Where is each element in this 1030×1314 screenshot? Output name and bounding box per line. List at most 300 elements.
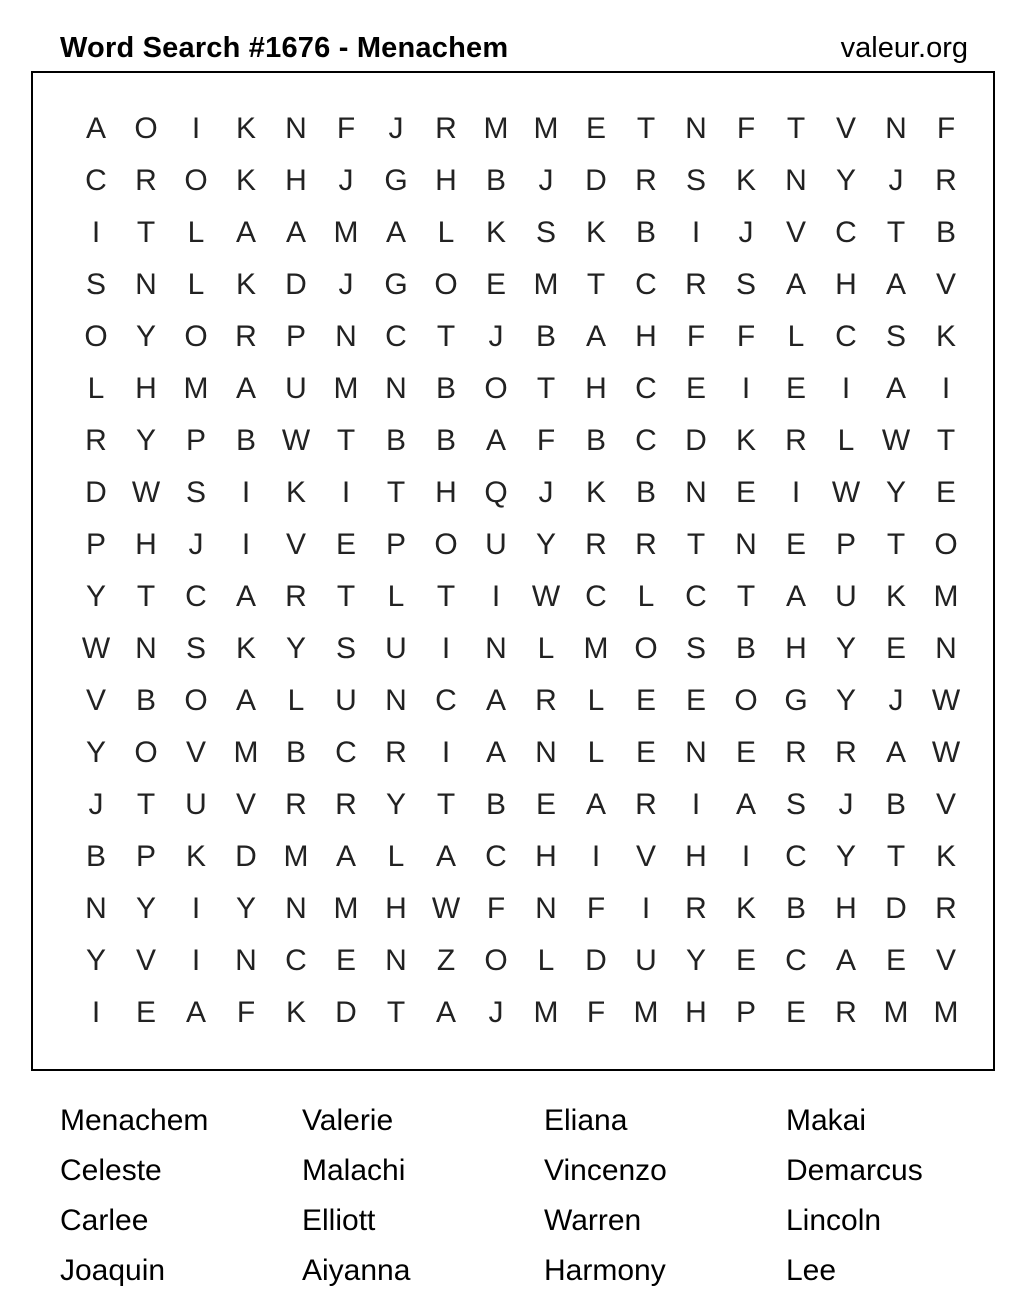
grid-letter[interactable]: A (385, 216, 406, 249)
grid-letter[interactable]: T (586, 268, 606, 301)
grid-letter[interactable]: W (431, 892, 461, 925)
grid-letter[interactable]: L (587, 736, 605, 769)
grid-letter[interactable]: V (185, 736, 206, 769)
grid-letter[interactable]: E (635, 684, 656, 717)
grid-letter[interactable]: U (485, 528, 507, 561)
grid-letter[interactable]: T (136, 788, 156, 821)
grid-letter[interactable]: F (586, 996, 606, 1029)
grid-letter[interactable]: J (338, 268, 354, 301)
grid-letter[interactable]: G (384, 268, 408, 301)
grid-letter[interactable]: E (785, 372, 806, 405)
grid-letter[interactable]: A (235, 372, 256, 405)
grid-letter[interactable]: I (741, 372, 751, 405)
grid-letter[interactable]: A (485, 684, 506, 717)
grid-letter[interactable]: V (835, 112, 856, 145)
grid-letter[interactable]: R (835, 996, 857, 1029)
grid-letter[interactable]: K (285, 996, 306, 1029)
grid-letter[interactable]: D (885, 892, 907, 925)
grid-letter[interactable]: Y (835, 840, 856, 873)
grid-letter[interactable]: V (935, 944, 956, 977)
grid-letter[interactable]: F (236, 996, 256, 1029)
grid-letter[interactable]: R (935, 164, 957, 197)
grid-letter[interactable]: T (336, 424, 356, 457)
grid-letter[interactable]: E (885, 632, 906, 665)
grid-letter[interactable]: T (386, 996, 406, 1029)
grid-letter[interactable]: E (135, 996, 156, 1029)
grid-letter[interactable]: I (191, 944, 201, 977)
grid-letter[interactable]: U (835, 580, 857, 613)
grid-letter[interactable]: S (185, 476, 206, 509)
grid-letter[interactable]: B (135, 684, 156, 717)
grid-letter[interactable]: F (686, 320, 706, 353)
grid-letter[interactable]: N (285, 112, 307, 145)
grid-letter[interactable]: D (285, 268, 307, 301)
grid-letter[interactable]: Y (135, 892, 156, 925)
grid-letter[interactable]: E (885, 944, 906, 977)
grid-letter[interactable]: S (885, 320, 906, 353)
grid-letter[interactable]: T (536, 372, 556, 405)
grid-letter[interactable]: L (537, 944, 555, 977)
grid-letter[interactable]: D (85, 476, 107, 509)
grid-letter[interactable]: Y (385, 788, 406, 821)
grid-letter[interactable]: A (485, 736, 506, 769)
grid-letter[interactable]: O (134, 736, 158, 769)
grid-letter[interactable]: W (881, 424, 911, 457)
grid-letter[interactable]: F (736, 320, 756, 353)
grid-letter[interactable]: A (235, 216, 256, 249)
grid-letter[interactable]: N (735, 528, 757, 561)
grid-letter[interactable]: R (435, 112, 457, 145)
grid-letter[interactable]: J (738, 216, 754, 249)
grid-letter[interactable]: H (285, 164, 307, 197)
grid-letter[interactable]: B (635, 216, 656, 249)
grid-letter[interactable]: M (333, 216, 359, 249)
grid-letter[interactable]: C (435, 684, 457, 717)
grid-letter[interactable]: B (885, 788, 906, 821)
grid-letter[interactable]: C (385, 320, 407, 353)
grid-letter[interactable]: H (385, 892, 407, 925)
grid-letter[interactable]: Y (85, 944, 106, 977)
grid-letter[interactable]: E (735, 736, 756, 769)
grid-letter[interactable]: T (936, 424, 956, 457)
grid-letter[interactable]: P (135, 840, 156, 873)
grid-letter[interactable]: D (585, 944, 607, 977)
grid-letter[interactable]: R (335, 788, 357, 821)
grid-letter[interactable]: H (835, 268, 857, 301)
grid-letter[interactable]: Y (685, 944, 706, 977)
grid-letter[interactable]: N (335, 320, 357, 353)
grid-letter[interactable]: N (685, 476, 707, 509)
grid-letter[interactable]: E (685, 684, 706, 717)
grid-letter[interactable]: J (888, 164, 904, 197)
grid-letter[interactable]: S (335, 632, 356, 665)
grid-letter[interactable]: H (435, 164, 457, 197)
grid-letter[interactable]: P (735, 996, 756, 1029)
grid-letter[interactable]: T (886, 840, 906, 873)
grid-letter[interactable]: Y (535, 528, 556, 561)
grid-letter[interactable]: V (635, 840, 656, 873)
grid-letter[interactable]: Y (835, 164, 856, 197)
grid-letter[interactable]: W (281, 424, 311, 457)
grid-letter[interactable]: E (335, 528, 356, 561)
grid-letter[interactable]: A (585, 788, 606, 821)
grid-letter[interactable]: L (287, 684, 305, 717)
grid-letter[interactable]: R (935, 892, 957, 925)
grid-letter[interactable]: V (235, 788, 256, 821)
grid-letter[interactable]: N (935, 632, 957, 665)
grid-letter[interactable]: B (585, 424, 606, 457)
grid-letter[interactable]: S (85, 268, 106, 301)
grid-letter[interactable]: M (183, 372, 209, 405)
grid-letter[interactable]: R (635, 164, 657, 197)
grid-letter[interactable]: K (935, 320, 956, 353)
grid-letter[interactable]: J (538, 476, 554, 509)
grid-letter[interactable]: M (583, 632, 609, 665)
grid-letter[interactable]: A (885, 736, 906, 769)
grid-letter[interactable]: H (585, 372, 607, 405)
grid-letter[interactable]: J (538, 164, 554, 197)
grid-letter[interactable]: H (685, 996, 707, 1029)
grid-letter[interactable]: K (185, 840, 206, 873)
grid-letter[interactable]: B (435, 424, 456, 457)
grid-letter[interactable]: G (384, 164, 408, 197)
grid-letter[interactable]: N (235, 944, 257, 977)
grid-letter[interactable]: C (485, 840, 507, 873)
grid-letter[interactable]: Y (285, 632, 306, 665)
grid-letter[interactable]: Y (135, 320, 156, 353)
grid-letter[interactable]: I (941, 372, 951, 405)
grid-letter[interactable]: A (185, 996, 206, 1029)
grid-letter[interactable]: R (585, 528, 607, 561)
grid-letter[interactable]: F (736, 112, 756, 145)
grid-letter[interactable]: L (587, 684, 605, 717)
grid-letter[interactable]: C (335, 736, 357, 769)
grid-letter[interactable]: T (136, 216, 156, 249)
grid-letter[interactable]: L (537, 632, 555, 665)
grid-letter[interactable]: A (85, 112, 106, 145)
grid-letter[interactable]: L (387, 580, 405, 613)
grid-letter[interactable]: A (235, 580, 256, 613)
grid-letter[interactable]: W (131, 476, 161, 509)
grid-letter[interactable]: L (637, 580, 655, 613)
grid-letter[interactable]: N (685, 112, 707, 145)
grid-letter[interactable]: J (388, 112, 404, 145)
grid-letter[interactable]: C (785, 840, 807, 873)
grid-letter[interactable]: K (235, 112, 256, 145)
grid-letter[interactable]: H (135, 528, 157, 561)
grid-letter[interactable]: Y (135, 424, 156, 457)
grid-letter[interactable]: V (935, 788, 956, 821)
grid-letter[interactable]: C (585, 580, 607, 613)
grid-letter[interactable]: L (387, 840, 405, 873)
grid-letter[interactable]: S (785, 788, 806, 821)
grid-letter[interactable]: E (585, 112, 606, 145)
grid-letter[interactable]: B (435, 372, 456, 405)
grid-letter[interactable]: H (835, 892, 857, 925)
grid-letter[interactable]: A (785, 580, 806, 613)
grid-letter[interactable]: N (285, 892, 307, 925)
grid-letter[interactable]: H (435, 476, 457, 509)
grid-letter[interactable]: B (735, 632, 756, 665)
grid-letter[interactable]: E (785, 996, 806, 1029)
grid-letter[interactable]: F (536, 424, 556, 457)
grid-letter[interactable]: L (187, 216, 205, 249)
grid-letter[interactable]: K (585, 476, 606, 509)
grid-letter[interactable]: T (886, 528, 906, 561)
grid-letter[interactable]: R (285, 580, 307, 613)
grid-letter[interactable]: W (531, 580, 561, 613)
grid-letter[interactable]: V (85, 684, 106, 717)
grid-letter[interactable]: K (235, 268, 256, 301)
grid-letter[interactable]: O (184, 684, 208, 717)
grid-letter[interactable]: S (685, 632, 706, 665)
grid-letter[interactable]: H (135, 372, 157, 405)
grid-letter[interactable]: P (285, 320, 306, 353)
grid-letter[interactable]: C (835, 216, 857, 249)
grid-letter[interactable]: O (134, 112, 158, 145)
grid-letter[interactable]: H (635, 320, 657, 353)
grid-letter[interactable]: E (785, 528, 806, 561)
grid-letter[interactable]: N (385, 372, 407, 405)
grid-letter[interactable]: A (885, 372, 906, 405)
grid-letter[interactable]: T (136, 580, 156, 613)
grid-letter[interactable]: P (835, 528, 856, 561)
grid-letter[interactable]: R (285, 788, 307, 821)
grid-letter[interactable]: W (931, 684, 961, 717)
grid-letter[interactable]: I (691, 788, 701, 821)
grid-letter[interactable]: R (635, 528, 657, 561)
grid-letter[interactable]: I (441, 632, 451, 665)
grid-letter[interactable]: K (235, 164, 256, 197)
grid-letter[interactable]: V (785, 216, 806, 249)
grid-letter[interactable]: T (736, 580, 756, 613)
grid-letter[interactable]: K (735, 892, 756, 925)
grid-letter[interactable]: M (533, 268, 559, 301)
grid-letter[interactable]: M (533, 112, 559, 145)
grid-letter[interactable]: U (185, 788, 207, 821)
grid-letter[interactable]: A (885, 268, 906, 301)
grid-letter[interactable]: A (485, 424, 506, 457)
grid-letter[interactable]: A (585, 320, 606, 353)
grid-letter[interactable]: T (386, 476, 406, 509)
grid-letter[interactable]: R (235, 320, 257, 353)
grid-letter[interactable]: B (235, 424, 256, 457)
grid-letter[interactable]: P (185, 424, 206, 457)
grid-letter[interactable]: M (233, 736, 259, 769)
grid-letter[interactable]: U (285, 372, 307, 405)
grid-letter[interactable]: I (491, 580, 501, 613)
grid-letter[interactable]: N (135, 268, 157, 301)
grid-letter[interactable]: H (535, 840, 557, 873)
grid-letter[interactable]: K (585, 216, 606, 249)
grid-letter[interactable]: T (436, 320, 456, 353)
grid-letter[interactable]: V (135, 944, 156, 977)
grid-letter[interactable]: J (188, 528, 204, 561)
grid-letter[interactable]: I (191, 112, 201, 145)
grid-letter[interactable]: W (81, 632, 111, 665)
grid-letter[interactable]: P (385, 528, 406, 561)
grid-letter[interactable]: N (485, 632, 507, 665)
grid-letter[interactable]: J (838, 788, 854, 821)
grid-letter[interactable]: C (635, 268, 657, 301)
grid-letter[interactable]: C (285, 944, 307, 977)
grid-letter[interactable]: O (484, 372, 508, 405)
grid-letter[interactable]: R (385, 736, 407, 769)
grid-letter[interactable]: F (936, 112, 956, 145)
grid-letter[interactable]: M (333, 372, 359, 405)
grid-letter[interactable]: I (591, 840, 601, 873)
grid-letter[interactable]: L (187, 268, 205, 301)
grid-letter[interactable]: D (235, 840, 257, 873)
grid-letter[interactable]: P (85, 528, 106, 561)
grid-letter[interactable]: N (535, 736, 557, 769)
grid-letter[interactable]: D (585, 164, 607, 197)
grid-letter[interactable]: M (283, 840, 309, 873)
grid-letter[interactable]: M (333, 892, 359, 925)
grid-letter[interactable]: S (185, 632, 206, 665)
grid-letter[interactable]: R (685, 892, 707, 925)
grid-letter[interactable]: O (434, 268, 458, 301)
grid-letter[interactable]: C (785, 944, 807, 977)
grid-letter[interactable]: N (685, 736, 707, 769)
grid-letter[interactable]: O (434, 528, 458, 561)
grid-letter[interactable]: U (335, 684, 357, 717)
grid-letter[interactable]: J (88, 788, 104, 821)
grid-letter[interactable]: L (87, 372, 105, 405)
grid-letter[interactable]: A (285, 216, 306, 249)
grid-letter[interactable]: A (835, 944, 856, 977)
grid-letter[interactable]: N (85, 892, 107, 925)
grid-letter[interactable]: R (85, 424, 107, 457)
grid-letter[interactable]: K (235, 632, 256, 665)
grid-letter[interactable]: N (385, 944, 407, 977)
grid-letter[interactable]: Y (885, 476, 906, 509)
grid-letter[interactable]: G (784, 684, 808, 717)
grid-letter[interactable]: B (85, 840, 106, 873)
grid-letter[interactable]: R (785, 424, 807, 457)
grid-letter[interactable]: B (285, 736, 306, 769)
grid-letter[interactable]: C (685, 580, 707, 613)
grid-letter[interactable]: J (488, 996, 504, 1029)
grid-letter[interactable]: E (485, 268, 506, 301)
grid-letter[interactable]: M (933, 996, 959, 1029)
grid-letter[interactable]: F (336, 112, 356, 145)
grid-letter[interactable]: Z (436, 944, 456, 977)
grid-letter[interactable]: F (486, 892, 506, 925)
grid-letter[interactable]: K (735, 164, 756, 197)
grid-letter[interactable]: B (785, 892, 806, 925)
grid-letter[interactable]: C (185, 580, 207, 613)
grid-letter[interactable]: K (485, 216, 506, 249)
grid-letter[interactable]: V (285, 528, 306, 561)
grid-letter[interactable]: A (435, 840, 456, 873)
grid-letter[interactable]: K (885, 580, 906, 613)
grid-letter[interactable]: U (635, 944, 657, 977)
grid-letter[interactable]: N (135, 632, 157, 665)
grid-letter[interactable]: Y (85, 736, 106, 769)
grid-letter[interactable]: A (335, 840, 356, 873)
grid-letter[interactable]: T (636, 112, 656, 145)
grid-letter[interactable]: M (483, 112, 509, 145)
grid-letter[interactable]: H (685, 840, 707, 873)
grid-letter[interactable]: C (635, 424, 657, 457)
grid-letter[interactable]: L (787, 320, 805, 353)
grid-letter[interactable]: O (484, 944, 508, 977)
grid-letter[interactable]: Y (235, 892, 256, 925)
grid-letter[interactable]: I (241, 528, 251, 561)
grid-letter[interactable]: B (635, 476, 656, 509)
grid-letter[interactable]: E (935, 476, 956, 509)
grid-letter[interactable]: A (235, 684, 256, 717)
grid-letter[interactable]: J (888, 684, 904, 717)
grid-letter[interactable]: I (641, 892, 651, 925)
grid-letter[interactable]: O (634, 632, 658, 665)
grid-letter[interactable]: V (935, 268, 956, 301)
grid-letter[interactable]: B (485, 164, 506, 197)
grid-letter[interactable]: N (885, 112, 907, 145)
grid-letter[interactable]: I (241, 476, 251, 509)
grid-letter[interactable]: R (135, 164, 157, 197)
grid-letter[interactable]: R (685, 268, 707, 301)
grid-letter[interactable]: I (191, 892, 201, 925)
grid-letter[interactable]: A (735, 788, 756, 821)
grid-letter[interactable]: B (535, 320, 556, 353)
grid-letter[interactable]: Y (835, 632, 856, 665)
grid-letter[interactable]: J (338, 164, 354, 197)
grid-letter[interactable]: I (91, 216, 101, 249)
grid-letter[interactable]: K (935, 840, 956, 873)
grid-letter[interactable]: E (335, 944, 356, 977)
grid-letter[interactable]: J (488, 320, 504, 353)
grid-letter[interactable]: K (735, 424, 756, 457)
grid-letter[interactable]: C (635, 372, 657, 405)
grid-letter[interactable]: I (841, 372, 851, 405)
grid-letter[interactable]: B (935, 216, 956, 249)
grid-letter[interactable]: D (335, 996, 357, 1029)
grid-letter[interactable]: I (91, 996, 101, 1029)
grid-letter[interactable]: T (436, 580, 456, 613)
grid-letter[interactable]: L (437, 216, 455, 249)
grid-letter[interactable]: M (883, 996, 909, 1029)
grid-letter[interactable]: C (85, 164, 107, 197)
grid-letter[interactable]: E (535, 788, 556, 821)
grid-letter[interactable]: O (734, 684, 758, 717)
grid-letter[interactable]: R (785, 736, 807, 769)
grid-letter[interactable]: T (436, 788, 456, 821)
grid-letter[interactable]: R (635, 788, 657, 821)
grid-letter[interactable]: E (635, 736, 656, 769)
grid-letter[interactable]: O (934, 528, 958, 561)
grid-letter[interactable]: T (336, 580, 356, 613)
grid-letter[interactable]: M (933, 580, 959, 613)
grid-letter[interactable]: S (535, 216, 556, 249)
grid-letter[interactable]: U (385, 632, 407, 665)
grid-letter[interactable]: O (184, 320, 208, 353)
grid-letter[interactable]: Q (484, 476, 508, 509)
grid-letter[interactable]: A (435, 996, 456, 1029)
grid-letter[interactable]: O (184, 164, 208, 197)
grid-letter[interactable]: E (735, 944, 756, 977)
grid-letter[interactable]: N (785, 164, 807, 197)
grid-letter[interactable]: Y (835, 684, 856, 717)
grid-letter[interactable]: T (686, 528, 706, 561)
grid-letter[interactable]: W (831, 476, 861, 509)
grid-letter[interactable]: E (685, 372, 706, 405)
grid-letter[interactable]: I (741, 840, 751, 873)
grid-letter[interactable]: S (685, 164, 706, 197)
grid-letter[interactable]: A (785, 268, 806, 301)
grid-letter[interactable]: R (835, 736, 857, 769)
